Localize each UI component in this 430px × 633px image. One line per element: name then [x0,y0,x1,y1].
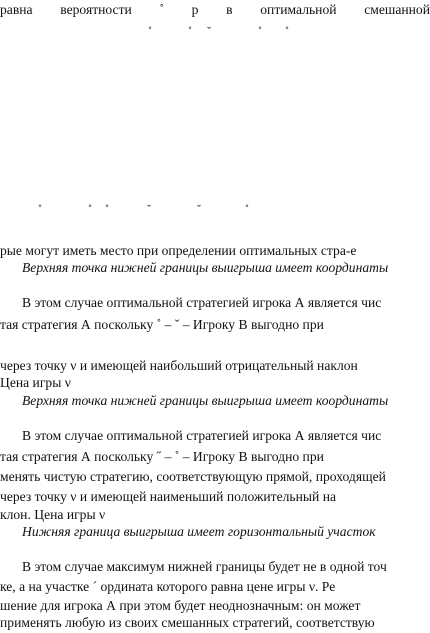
formula-glyph: ˚ [88,202,92,216]
formula-glyph: ˇ [197,202,201,216]
text-line: шение для игрока А при этом будет неоднозначным: он может [0,598,361,613]
italic-heading: Верхняя точка нижней границы выигрыша имеет координаты [22,393,389,408]
text-line: менять чистую стратегию, соответствующую прямой, проходящей [0,469,386,484]
text-line: через точку ν и имеющей наибольший отрицательный наклон [0,358,358,373]
text-line: применять любую из своих смешанных стратегий, соответствую [0,615,375,630]
text-line: тая стратегия А поскольку ˝ – ˚ – Игроку В выгодно при [0,449,324,464]
italic-heading: Верхняя точка нижней границы выигрыша имеет координаты [22,260,389,275]
text-line: клон. Цена игры ν [0,507,106,522]
formula-glyph: ˚ [245,202,249,216]
text-line: В этом случае оптимальной стратегией игрока А является чис [22,295,382,310]
formula-glyph: ˇ [147,202,151,216]
text-line: рые могут иметь место при определении оптимальных стра-е [0,243,357,258]
formula-glyph: ˚ [105,202,109,216]
text-line: В этом случае оптимальной стратегией игрока А является чис [22,428,382,443]
formula-glyph: ˚ [148,24,152,38]
text-line: ке, а на участке ˊ ордината которого равна цене игры ν. Ре [0,579,336,594]
formula-glyph: ˚ [285,24,289,38]
italic-heading: Нижняя граница выигрыша имеет горизонтальный участок [22,524,376,539]
formula-glyph: ˚ [38,202,42,216]
text-line: через точку ν и имеющей наименьший положительный на [0,489,337,504]
text-line: В этом случае максимум нижней границы будет не в одной точ [22,559,387,574]
text-line: тая стратегия А поскольку ˚ – ˇ – Игроку В выгодно при [0,317,324,332]
formula-glyph: ˚ [258,24,262,38]
formula-glyph: ˇ [207,24,211,38]
text-line: Цена игры ν [0,375,71,390]
formula-glyph: ˚ [188,24,192,38]
text-line: равна вероятности ˚ р в оптимальной смешанной [0,2,430,17]
